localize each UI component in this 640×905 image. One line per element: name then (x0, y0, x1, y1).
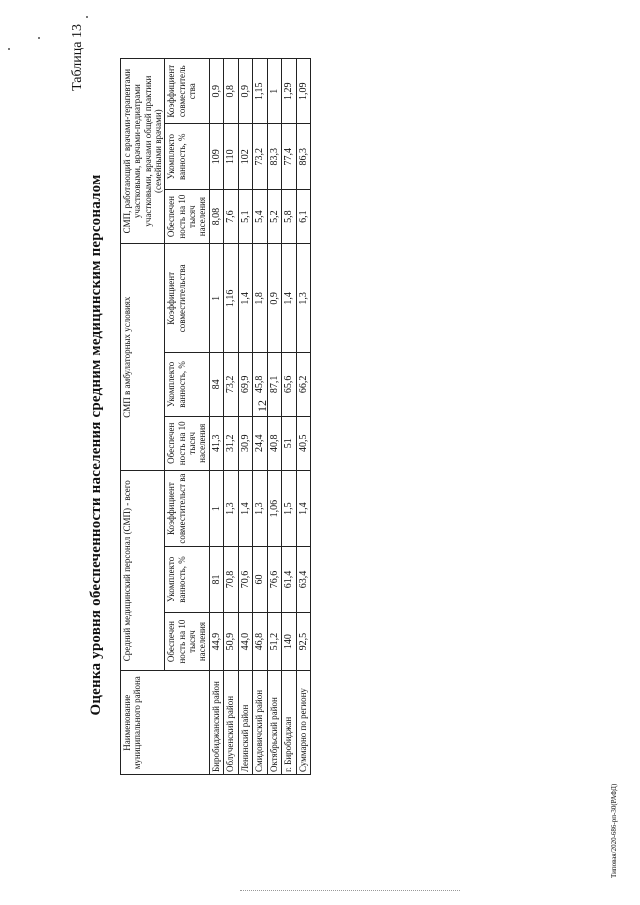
table-cell-value: 44,9 (209, 612, 224, 671)
table-cell-value: 1,29 (282, 59, 297, 125)
row-municipality-name: Облученский район (224, 671, 239, 775)
table-cell-value: 6,1 (296, 189, 311, 243)
header-total-coefficient: Коэффициент совместительст ва (165, 470, 209, 546)
table-cell-value: 41,3 (209, 416, 224, 470)
table-cell-value: 40,5 (296, 416, 311, 470)
table-cell-value: 1 (209, 244, 224, 353)
table-cell-value: 73,2 (253, 124, 268, 189)
table-cell-value: 24,4 (253, 416, 268, 470)
table-cell-value: 1,3 (253, 470, 268, 546)
table-cell-value: 1,4 (238, 244, 253, 353)
header-amb-coefficient: Коэффициент совместительства (165, 244, 209, 353)
table-cell-value: 31,2 (224, 416, 239, 470)
header-group-ambulatory: СМП в амбулаторных условиях (121, 244, 165, 471)
table-cell-value: 84 (209, 353, 224, 416)
table-cell-value: 51,2 (267, 612, 282, 671)
table-cell-value: 1,3 (224, 470, 239, 546)
table-cell-value: 66,2 (296, 353, 311, 416)
table-cell-value: 0,8 (224, 59, 239, 125)
table-cell-value: 1,4 (282, 244, 297, 353)
scan-speck (8, 48, 10, 50)
table-cell-value: 109 (209, 124, 224, 189)
table-row (238, 59, 253, 775)
table-cell-value: 61,4 (282, 547, 297, 612)
table-cell-value: 1,16 (224, 244, 239, 353)
scan-speck (86, 16, 88, 18)
table-row (296, 59, 311, 775)
table-cell-value: 1,3 (296, 244, 311, 353)
table-cell-value: 70,8 (224, 547, 239, 612)
row-municipality-name: Биробиджанский район (209, 671, 224, 775)
table-cell-value: 69,9 (238, 353, 253, 416)
table-cell-value: 1,06 (267, 470, 282, 546)
table-cell-value: 77,4 (282, 124, 297, 189)
bottom-rule (240, 890, 460, 891)
table-cell-value: 50,9 (224, 612, 239, 671)
table-cell-value: 1,4 (296, 470, 311, 546)
staffing-table (120, 58, 311, 775)
table-cell-value: 5,2 (267, 189, 282, 243)
table-cell-value: 5,8 (282, 189, 297, 243)
header-group-gp: СМП, работающий с врачами-терапевтами участковыми, врачами-педиатрами участковыми, врачами общей практики (семейными врачами) (121, 59, 165, 244)
row-municipality-name: г. Биробиджан (282, 671, 297, 775)
header-municipality: Наименование муниципального района (121, 671, 210, 775)
table-cell-value: 65,6 (282, 353, 297, 416)
header-group-total: Средний медицинский персонал (СМП) - всего (121, 470, 165, 671)
header-gp-staffing: Укомплекто ванность, % (165, 124, 209, 189)
table-cell-value: 44,0 (238, 612, 253, 671)
table-cell-value: 83,3 (267, 124, 282, 189)
table-cell-value: 1,15 (253, 59, 268, 125)
table-cell-value: 110 (224, 124, 239, 189)
row-municipality-name: Суммарно по региону (296, 671, 311, 775)
table-cell-value: 8,08 (209, 189, 224, 243)
table-cell-value: 5,4 (253, 189, 268, 243)
table-row (224, 59, 239, 775)
header-gp-provision: Обеспечен ность на 10 тысяч населения (165, 189, 209, 243)
table-cell-value: 1,4 (238, 470, 253, 546)
header-amb-provision: Обеспечен ность на 10 тысяч населения (165, 416, 209, 470)
table-cell-value: 1,8 (253, 244, 268, 353)
header-total-staffing: Укомплекто ванность, % (165, 547, 209, 612)
table-row (209, 59, 224, 775)
table-cell-value: 40,8 (267, 416, 282, 470)
table-cell-value: 51 (282, 416, 297, 470)
table-cell-value: 81 (209, 547, 224, 612)
header-gp-coefficient: Коэффициент совместитель ства (165, 59, 209, 125)
table-cell-value: 1,5 (282, 470, 297, 546)
table-cell-value: 102 (238, 124, 253, 189)
table-label: Таблица 13 (70, 24, 85, 91)
table-cell-value: 140 (282, 612, 297, 671)
table-cell-value: 1,09 (296, 59, 311, 125)
table-row (282, 59, 297, 775)
table-cell-value: 0,9 (209, 59, 224, 125)
table-row (253, 59, 268, 775)
table-cell-value: 76,6 (267, 547, 282, 612)
table-cell-value: 30,9 (238, 416, 253, 470)
table-cell-value: 0,9 (238, 59, 253, 125)
table-cell-value: 60 (253, 547, 268, 612)
table-cell-value: 46,8 (253, 612, 268, 671)
table-cell-value: 5,1 (238, 189, 253, 243)
scan-speck (38, 37, 40, 39)
table-cell-value: 86,3 (296, 124, 311, 189)
table-cell-value: 73,2 (224, 353, 239, 416)
header-row-groups (121, 59, 165, 775)
header-row-sub (165, 59, 209, 775)
page-number: 12 (255, 400, 269, 412)
header-amb-staffing: Укомплекто ванность, % (165, 353, 209, 416)
row-municipality-name: Смидовичский район (253, 671, 268, 775)
row-municipality-name: Октябрьский район (267, 671, 282, 775)
table-row (267, 59, 282, 775)
table-cell-value: 45,8 (253, 353, 268, 416)
table-cell-value: 7,6 (224, 189, 239, 243)
row-municipality-name: Ленинский район (238, 671, 253, 775)
table-cell-value: 1 (209, 470, 224, 546)
table-cell-value: 87,1 (267, 353, 282, 416)
table-cell-value: 92,5 (296, 612, 311, 671)
table-cell-value: 0,9 (267, 244, 282, 353)
table-cell-value: 70,6 (238, 547, 253, 612)
table-title: Оценка уровня обеспеченности населения средним медицинским персоналом (88, 174, 104, 716)
table-cell-value: 1 (267, 59, 282, 125)
footer-code: Типовая/2020-686-рп-30(РАФД) (610, 783, 618, 878)
table-body (209, 59, 311, 775)
table-cell-value: 63,4 (296, 547, 311, 612)
header-total-provision: Обеспечен ность на 10 тысяч населения (165, 612, 209, 671)
